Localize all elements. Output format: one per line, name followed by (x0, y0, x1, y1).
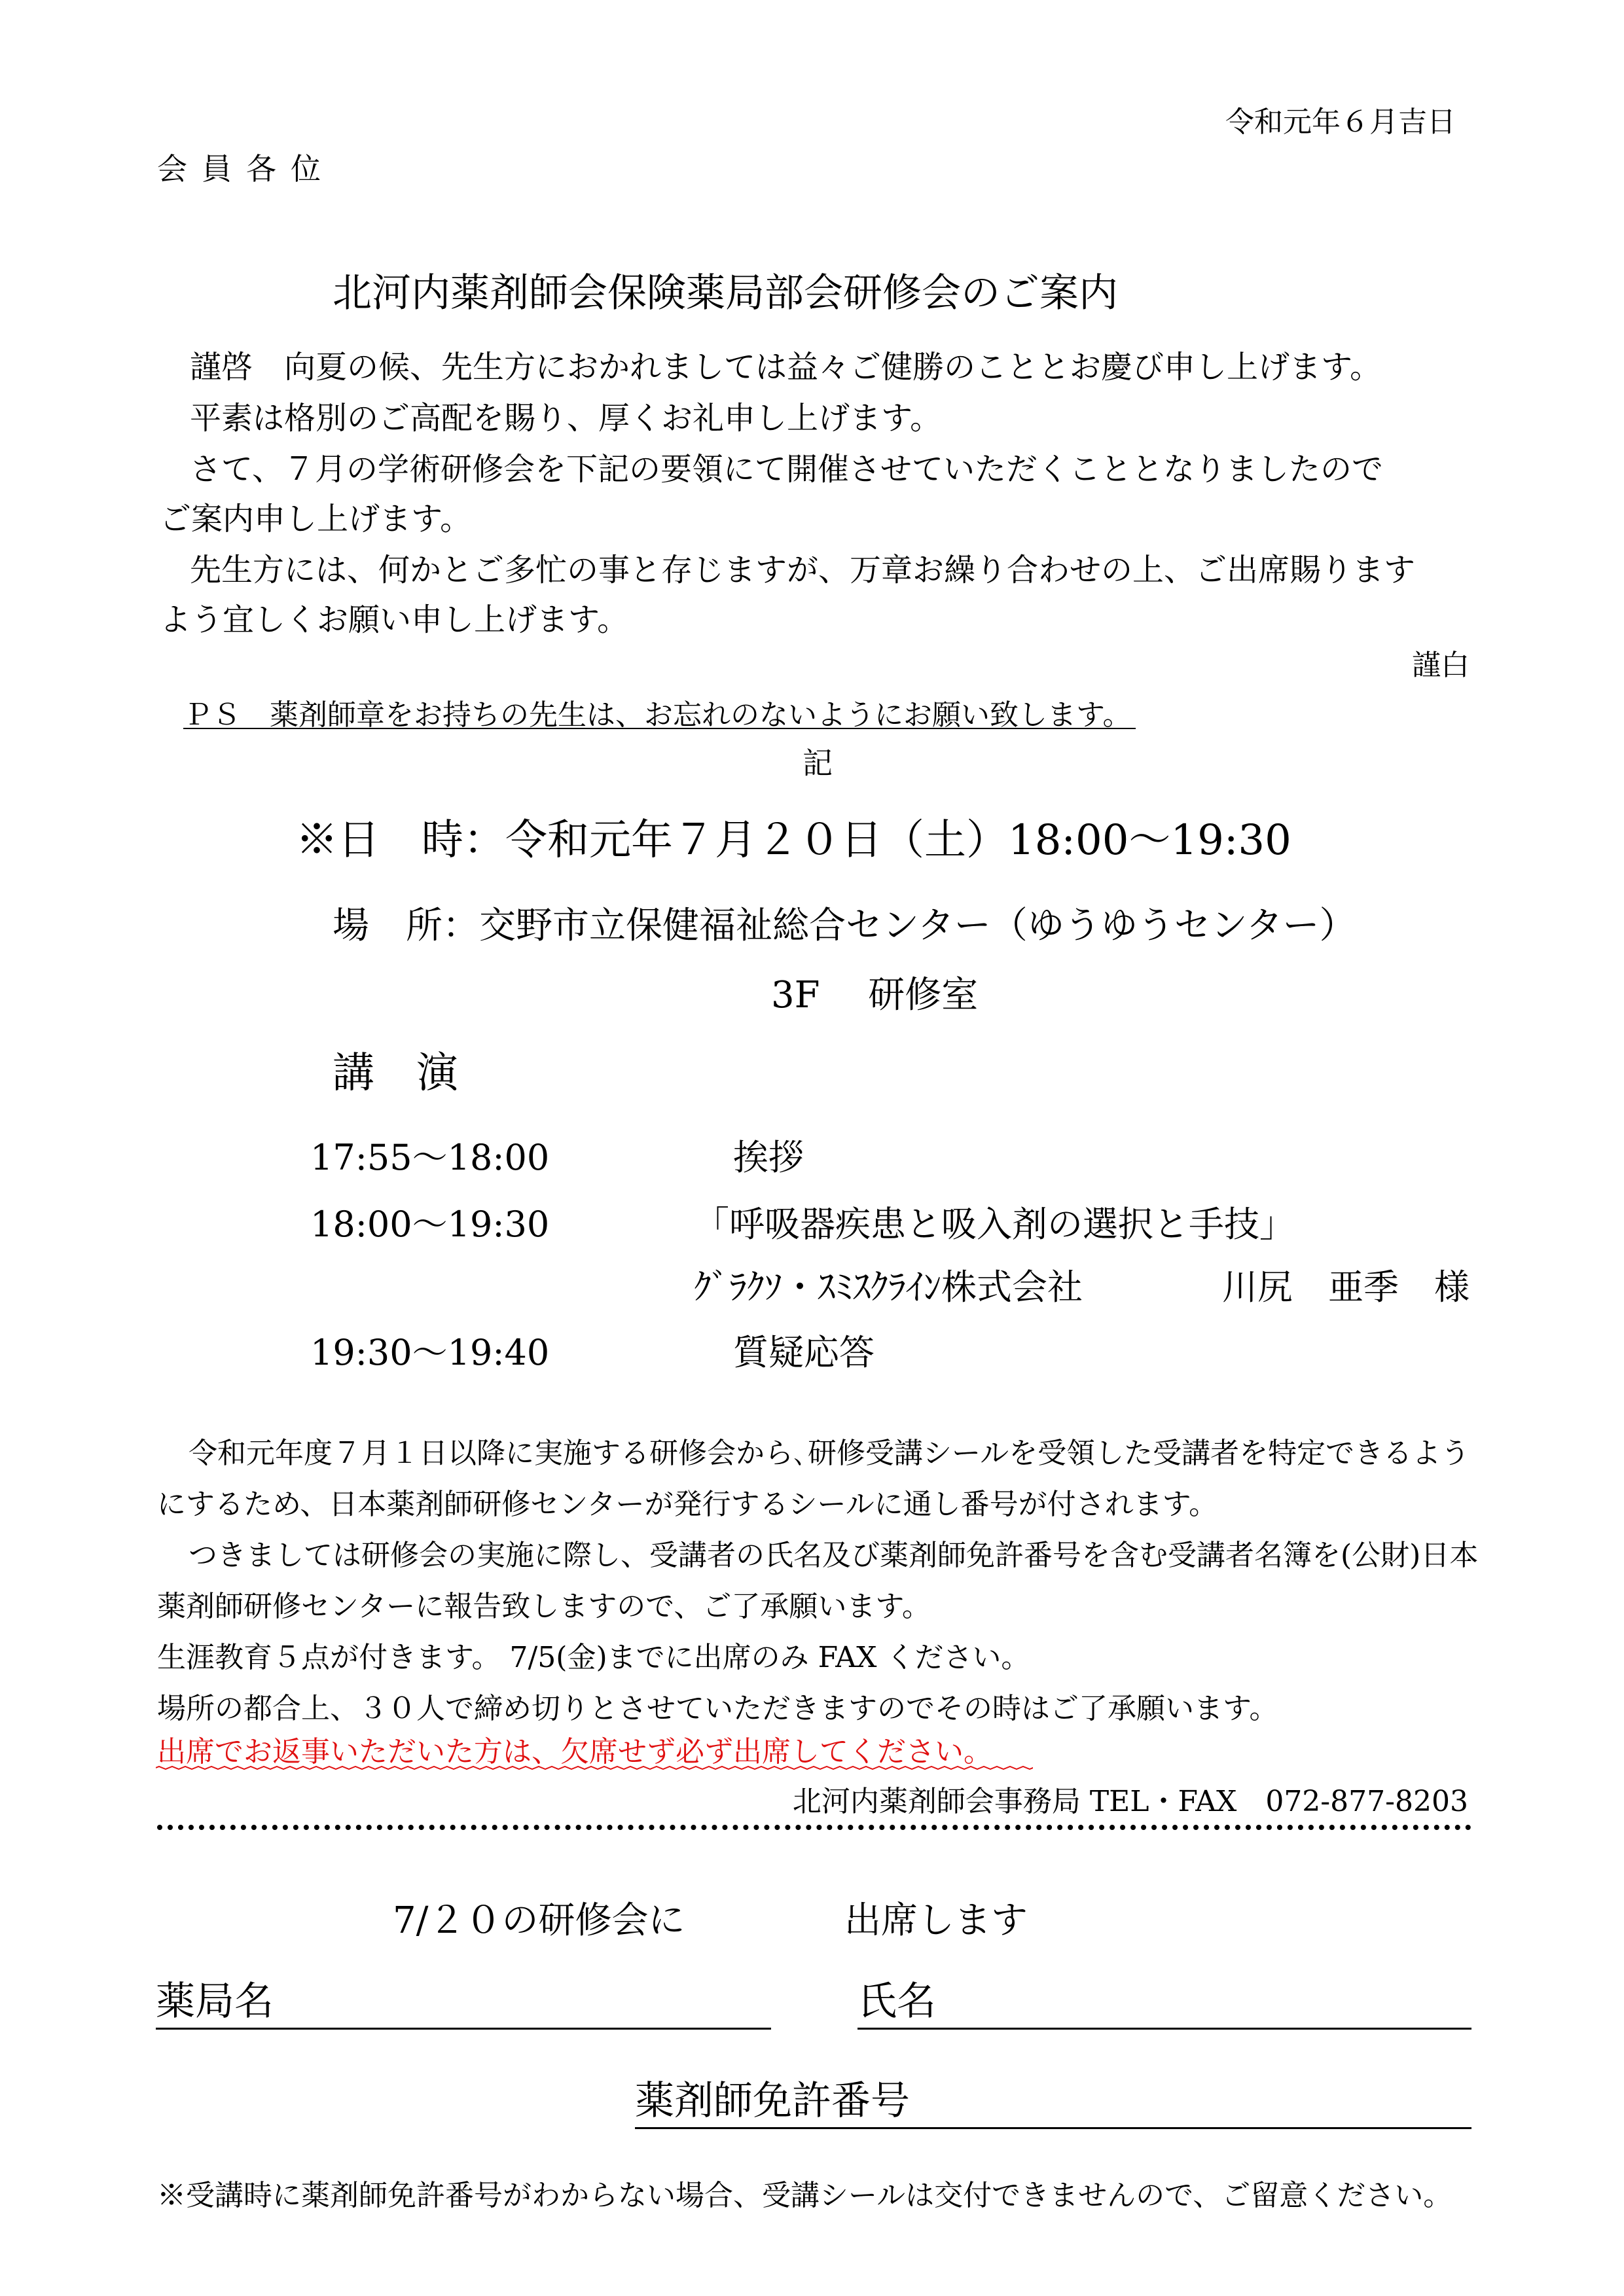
person-name-label: 氏名 (857, 1979, 936, 2024)
notes-line-4: 薬剤師研修センターに報告致しますので、ご了承願います。 (157, 1590, 931, 1623)
datetime-row (296, 806, 1291, 867)
body-line-6: よう宜しくお願い申し上げます。 (160, 601, 629, 638)
place-label: 場 所： (333, 905, 479, 947)
attendance-value: 出席します (844, 1899, 1028, 1942)
addressee: 会員各位 (157, 151, 335, 187)
license-number-label: 薬剤師免許番号 (635, 2078, 910, 2124)
schedule-item: 挨拶 (733, 1137, 804, 1178)
schedule-time: 18:00〜19:30 (310, 1204, 550, 1245)
notes-line-6: 場所の都合上、３０人で締め切りとさせていただきますのでその時はご了承願います。 (157, 1692, 1278, 1725)
notes-line-2: にするため、日本薬剤師研修センターが発行するシールに通し番号が付されます。 (157, 1488, 1218, 1521)
ki-heading: 記 (803, 745, 833, 781)
pharmacy-name-field[interactable] (156, 2028, 771, 2030)
speaker-company: ｸﾞﾗｸｿ・ｽﾐｽｸﾗｲﾝ株式会社 (694, 1266, 1083, 1308)
body-line-2: 平素は格別のご高配を賜り、厚くお礼申し上げます。 (190, 400, 942, 437)
notes-line-5: 生涯教育５点が付きます。 7/5(金)までに出席のみ FAX ください。 (157, 1641, 1030, 1674)
datetime-label: ※日 時： (296, 816, 505, 865)
place-row (333, 897, 1356, 949)
attendance-warning: 出席でお返事いただいた方は、欠席せず必ず出席してください。 (157, 1735, 992, 1768)
ps-underline (183, 728, 1136, 729)
schedule-time: 19:30〜19:40 (310, 1332, 550, 1373)
notes-line-1: 令和元年度７月１日以降に実施する研修会から､研修受講シールを受領した受講者を特定できるよう (189, 1437, 1470, 1470)
person-name-field[interactable] (857, 2028, 1471, 2030)
place-value: 交野市立保健福祉総合センター（ゆうゆうセンター） (479, 905, 1356, 947)
room-name: 3F 研修室 (771, 974, 979, 1016)
schedule-item: 質疑応答 (733, 1332, 875, 1373)
body-line-4: ご案内申し上げます。 (160, 501, 472, 537)
body-line-1: 謹啓 向夏の候、先生方におかれましては益々ご健勝のこととお慶び申し上げます。 (190, 349, 1382, 386)
issue-date: 令和元年６月吉日 (1225, 105, 1456, 139)
cut-line (157, 1825, 1471, 1830)
pharmacy-name-label: 薬局名 (156, 1979, 274, 2024)
lecture-label: 講 演 (333, 1049, 458, 1098)
notes-line-3: つきましては研修会の実施に際し、受講者の氏名及び薬剤師免許番号を含む受講者名簿を(公財)日本 (189, 1539, 1479, 1572)
datetime-value: 令和元年７月２０日（土）18:00〜19:30 (505, 816, 1291, 865)
footnote: ※受講時に薬剤師免許番号がわからない場合、受講シールは交付できませんので、ご留意ください。 (157, 2179, 1453, 2212)
warning-wavy-underline (156, 1766, 1033, 1770)
license-number-field[interactable] (635, 2127, 1471, 2129)
body-line-5: 先生方には、何かとご多忙の事と存じますが、万章お繰り合わせの上、ご出席賜ります (190, 552, 1416, 588)
attendance-prefix: 7/２０の研修会に (393, 1899, 685, 1942)
schedule-item: 「呼吸器疾患と吸入剤の選択と手技」 (694, 1204, 1295, 1245)
office-contact: 北河内薬剤師会事務局 TEL・FAX 072-877-8203 (792, 1785, 1468, 1818)
speaker-name: 川尻 亜季 様 (1222, 1266, 1470, 1308)
schedule-time: 17:55〜18:00 (310, 1137, 550, 1178)
body-line-3: さて、７月の学術研修会を下記の要領にて開催させていただくこととなりましたので (190, 451, 1384, 488)
closing-word: 謹白 (1412, 649, 1470, 682)
ps-note: ＰＳ 薬剤師章をお持ちの先生は、お忘れのないようにお願い致します。 (183, 698, 1132, 732)
document-title: 北河内薬剤師会保険薬局部会研修会のご案内 (333, 270, 1118, 316)
